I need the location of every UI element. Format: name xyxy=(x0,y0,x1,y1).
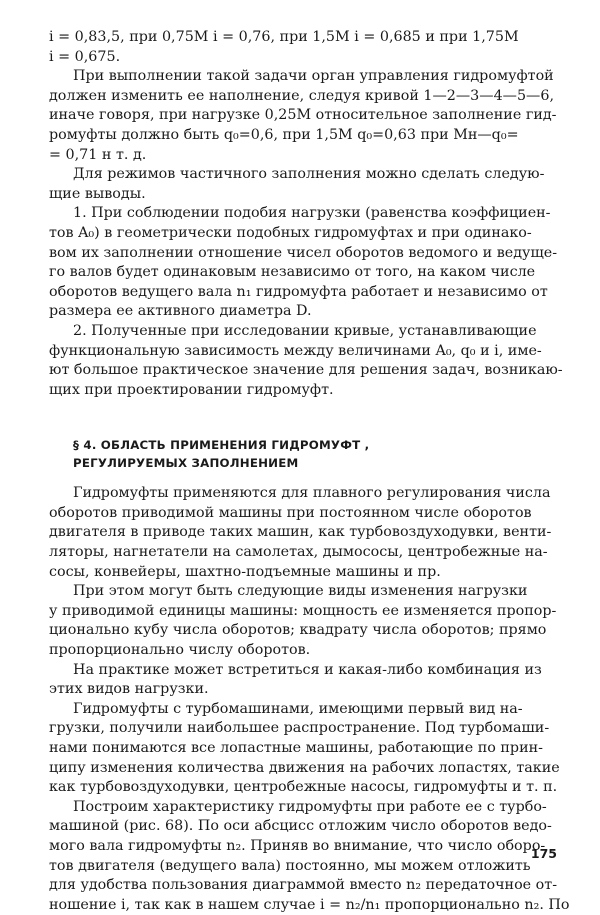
paragraph-6 xyxy=(49,484,561,582)
text-line: ношение i, так как в нашем случае i = n₂/n₁ пропорционально n₂. По xyxy=(49,896,570,913)
text-line: оборотов приводимой машины при постоянном числе оборотов xyxy=(49,504,532,521)
text-line: грузки, получили наибольшее распространение. Под турбомаши- xyxy=(49,720,550,737)
text-line: для удобства пользования диаграммой вместо n₂ передаточное от- xyxy=(49,877,558,894)
text-line: На практике может встретиться и какая-либо комбинация из xyxy=(73,661,542,678)
text-line: 2. Полученные при исследовании кривые, устанавливающие xyxy=(73,322,537,339)
text-line: ципу изменения количества движения на рабочих лопастях, такие xyxy=(49,759,560,776)
text-line: ляторы, нагнетатели на самолетах, дымососы, центробежные на- xyxy=(49,544,548,561)
heading-line: § 4. ОБЛАСТЬ ПРИМЕНЕНИЯ ГИДРОМУФТ , xyxy=(73,438,370,453)
text-line: размера ее активного диаметра D. xyxy=(49,303,312,320)
text-line: ромуфты должно быть q₀=0,6, при 1,5M q₀=0,63 при Mн—q₀= xyxy=(49,126,519,143)
section-heading xyxy=(49,436,561,472)
text-line: При этом могут быть следующие виды изменения нагрузки xyxy=(73,583,528,600)
text-line: щие выводы. xyxy=(49,185,146,202)
heading-line: РЕГУЛИРУЕМЫХ ЗАПОЛНЕНИЕМ xyxy=(73,456,299,471)
text-line: функциональную зависимость между величинами A₀, q₀ и i, име- xyxy=(49,342,542,359)
paragraph-1 xyxy=(49,28,561,67)
text-line: машиной (рис. 68). По оси абсцисс отложим число оборотов ведо- xyxy=(49,818,552,835)
paragraph-3 xyxy=(49,165,561,204)
text-line: i = 0,675. xyxy=(49,48,121,65)
text-line: Гидромуфты с турбомашинами, имеющими первый вид на- xyxy=(73,700,523,717)
page-number: 175 xyxy=(530,846,557,861)
text-line: i = 0,83,5, при 0,75M i = 0,76, при 1,5M i = 0,685 и при 1,75M xyxy=(49,29,519,45)
text-line: щих при проектировании гидромуфт. xyxy=(49,381,334,398)
paragraph-4 xyxy=(49,204,561,322)
text-line: этих видов нагрузки. xyxy=(49,681,209,698)
text-line: иначе говоря, при нагрузке 0,25M относительное заполнение гид- xyxy=(49,107,557,124)
text-line: у приводимой единицы машины: мощность ее изменяется пропор- xyxy=(49,602,557,619)
text-line: как турбовоздуходувки, центробежные насосы, гидромуфты и т. п. xyxy=(49,779,558,796)
text-line: тов A₀) в геометрически подобных гидромуфтах и при одинако- xyxy=(49,224,532,241)
paragraph-8 xyxy=(49,661,561,700)
paragraph-7 xyxy=(49,582,561,660)
text-line: тов двигателя (ведущего вала) постоянно, мы можем отложить xyxy=(49,857,531,874)
text-line: сосы, конвейеры, шахтно-подъемные машины и пр. xyxy=(49,563,441,580)
text-line: мого вала гидромуфты n₂. Приняв во внимание, что число оборо- xyxy=(49,837,546,854)
text-line: При выполнении такой задачи орган управления гидромуфтой xyxy=(73,68,554,85)
text-line: Построим характеристику гидромуфты при работе ее с турбо- xyxy=(73,798,547,815)
text-line: = 0,71 н т. д. xyxy=(49,146,147,163)
text-line: должен изменить ее наполнение, следуя кривой 1—2—3—4—5—6, xyxy=(49,87,554,104)
paragraph-5 xyxy=(49,322,561,400)
text-line: 1. При соблюдении подобия нагрузки (равенства коэффициен- xyxy=(73,205,551,222)
paragraph-9 xyxy=(49,700,561,798)
text-line: ют большое практическое значение для решения задач, возникаю- xyxy=(49,362,563,379)
paragraph-2 xyxy=(49,67,561,165)
text-line: Для режимов частичного заполнения можно сделать следую- xyxy=(73,166,545,183)
text-line: вом их заполнении отношение чисел оборотов ведомого и ведуще- xyxy=(49,244,558,261)
text-line: го валов будет одинаковым независимо от того, на каком числе xyxy=(49,264,536,281)
text-line: нами понимаются все лопастные машины, работающие по прин- xyxy=(49,740,543,756)
paragraph-10 xyxy=(49,798,570,915)
text-line: Гидромуфты применяются для плавного регулирования числа xyxy=(73,485,551,502)
text-line: пропорционально числу оборотов. xyxy=(49,642,311,659)
text-line: ционально кубу числа оборотов; квадрату числа оборотов; прямо xyxy=(49,622,547,639)
text-line: оборотов ведущего вала n₁ гидромуфта работает и независимо от xyxy=(49,283,548,300)
text-line: двигателя в приводе таких машин, как турбовоздуходувки, венти- xyxy=(49,524,552,541)
page-body xyxy=(49,28,570,915)
